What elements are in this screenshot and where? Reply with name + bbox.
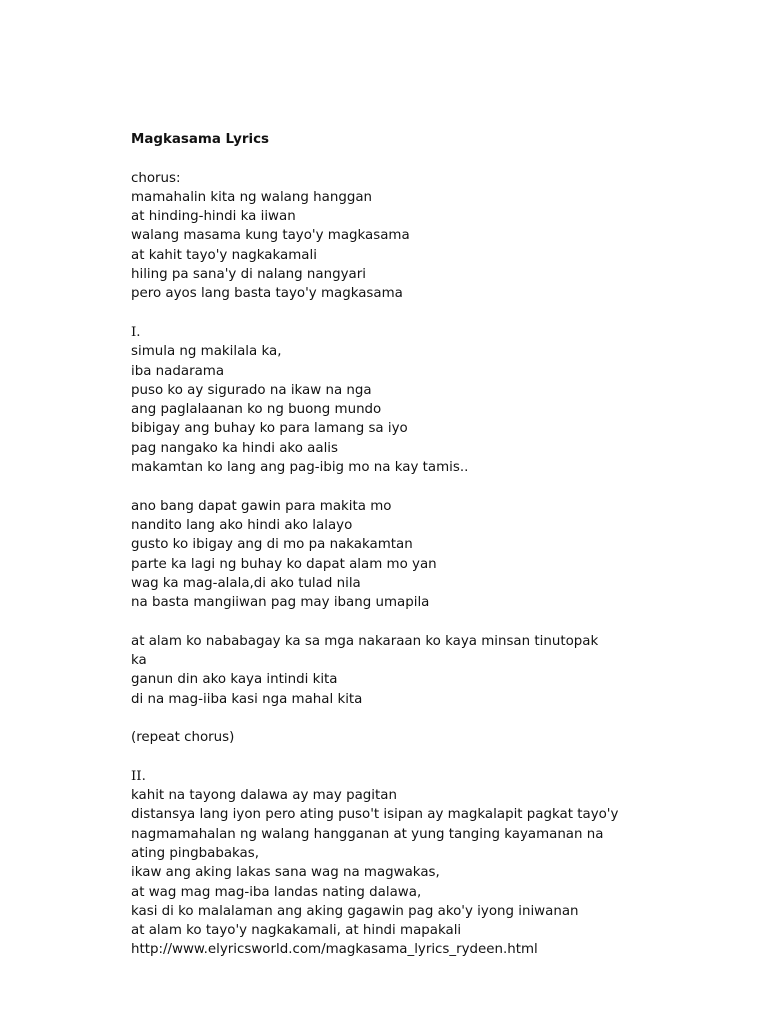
lyric-line: nagmamahalan ng walang hangganan at yung tanging kayamanan na	[131, 826, 604, 842]
lyric-line: kahit na tayong dalawa ay may pagitan	[131, 788, 397, 804]
lyric-line: at wag mag mag-iba landas nating dalawa,	[131, 884, 422, 900]
chorus-label: chorus:	[131, 170, 181, 186]
lyric-line: ganun din ako kaya intindi kita	[131, 672, 338, 688]
page-title: Magkasama Lyrics	[131, 132, 269, 147]
lyric-line: puso ko ay sigurado na ikaw na nga	[131, 382, 372, 398]
verse-1-section	[131, 323, 651, 477]
lyric-line: ka	[131, 653, 147, 669]
verse-1-label: I.	[131, 324, 141, 340]
lyric-line: simula ng makilala ka,	[131, 344, 282, 360]
spacer	[131, 304, 651, 323]
chorus-section	[131, 169, 651, 304]
lyric-line: gusto ko ibigay ang di mo pa nakakamtan	[131, 537, 413, 553]
spacer	[131, 709, 651, 728]
lyric-line: walang masama kung tayo'y magkasama	[131, 228, 410, 244]
lyric-line: at alam ko tayo'y nagkakamali, at hindi mapakali	[131, 923, 462, 939]
lyric-line: parte ka lagi ng buhay ko dapat alam mo yan	[131, 556, 437, 572]
lyric-line: iba nadarama	[131, 363, 225, 379]
lyric-line: na basta mangiiwan pag may ibang umapila	[131, 595, 430, 611]
lyric-line: pag nangako ka hindi ako aalis	[131, 440, 338, 456]
lyric-line: wag ka mag-alala,di ako tulad nila	[131, 575, 361, 591]
verse-2-section	[131, 767, 651, 960]
lyric-line: ating pingbabakas,	[131, 845, 259, 861]
repeat-chorus-note: (repeat chorus)	[131, 730, 235, 746]
lyric-line: ang paglalaanan ko ng buong mundo	[131, 402, 382, 418]
lyric-line: hiling pa sana'y di nalang nangyari	[131, 267, 366, 283]
spacer	[131, 748, 651, 767]
verse-1-part-2	[131, 497, 651, 613]
lyric-line: at hinding-hindi ka iiwan	[131, 209, 296, 225]
spacer	[131, 149, 651, 168]
lyric-line: pero ayos lang basta tayo'y magkasama	[131, 286, 403, 302]
verse-1-part-3	[131, 632, 651, 709]
lyric-line: at kahit tayo'y nagkakamali	[131, 247, 317, 263]
lyric-line: nandito lang ako hindi ako lalayo	[131, 517, 353, 533]
lyric-line: at alam ko nababagay ka sa mga nakaraan ko kaya minsan tinutopak	[131, 633, 599, 649]
lyric-line: ikaw ang aking lakas sana wag na magwakas,	[131, 865, 440, 881]
lyric-line: makamtan ko lang ang pag-ibig mo na kay tamis..	[131, 460, 469, 476]
lyrics-document	[131, 130, 651, 960]
lyric-line: distansya lang iyon pero ating puso't isipan ay magkalapit pagkat tayo'y	[131, 807, 619, 823]
lyric-line: kasi di ko malalaman ang aking gagawin pag ako'y iyong iniwanan	[131, 903, 579, 919]
lyric-line: bibigay ang buhay ko para lamang sa iyo	[131, 421, 408, 437]
source-url: http://www.elyricsworld.com/magkasama_lyrics_rydeen.html	[131, 942, 538, 958]
lyric-line: di na mag-iiba kasi nga mahal kita	[131, 691, 363, 707]
lyric-line: mamahalin kita ng walang hanggan	[131, 189, 373, 205]
spacer	[131, 612, 651, 631]
spacer	[131, 477, 651, 496]
lyric-line: ano bang dapat gawin para makita mo	[131, 498, 392, 514]
verse-2-label: II.	[131, 768, 146, 784]
